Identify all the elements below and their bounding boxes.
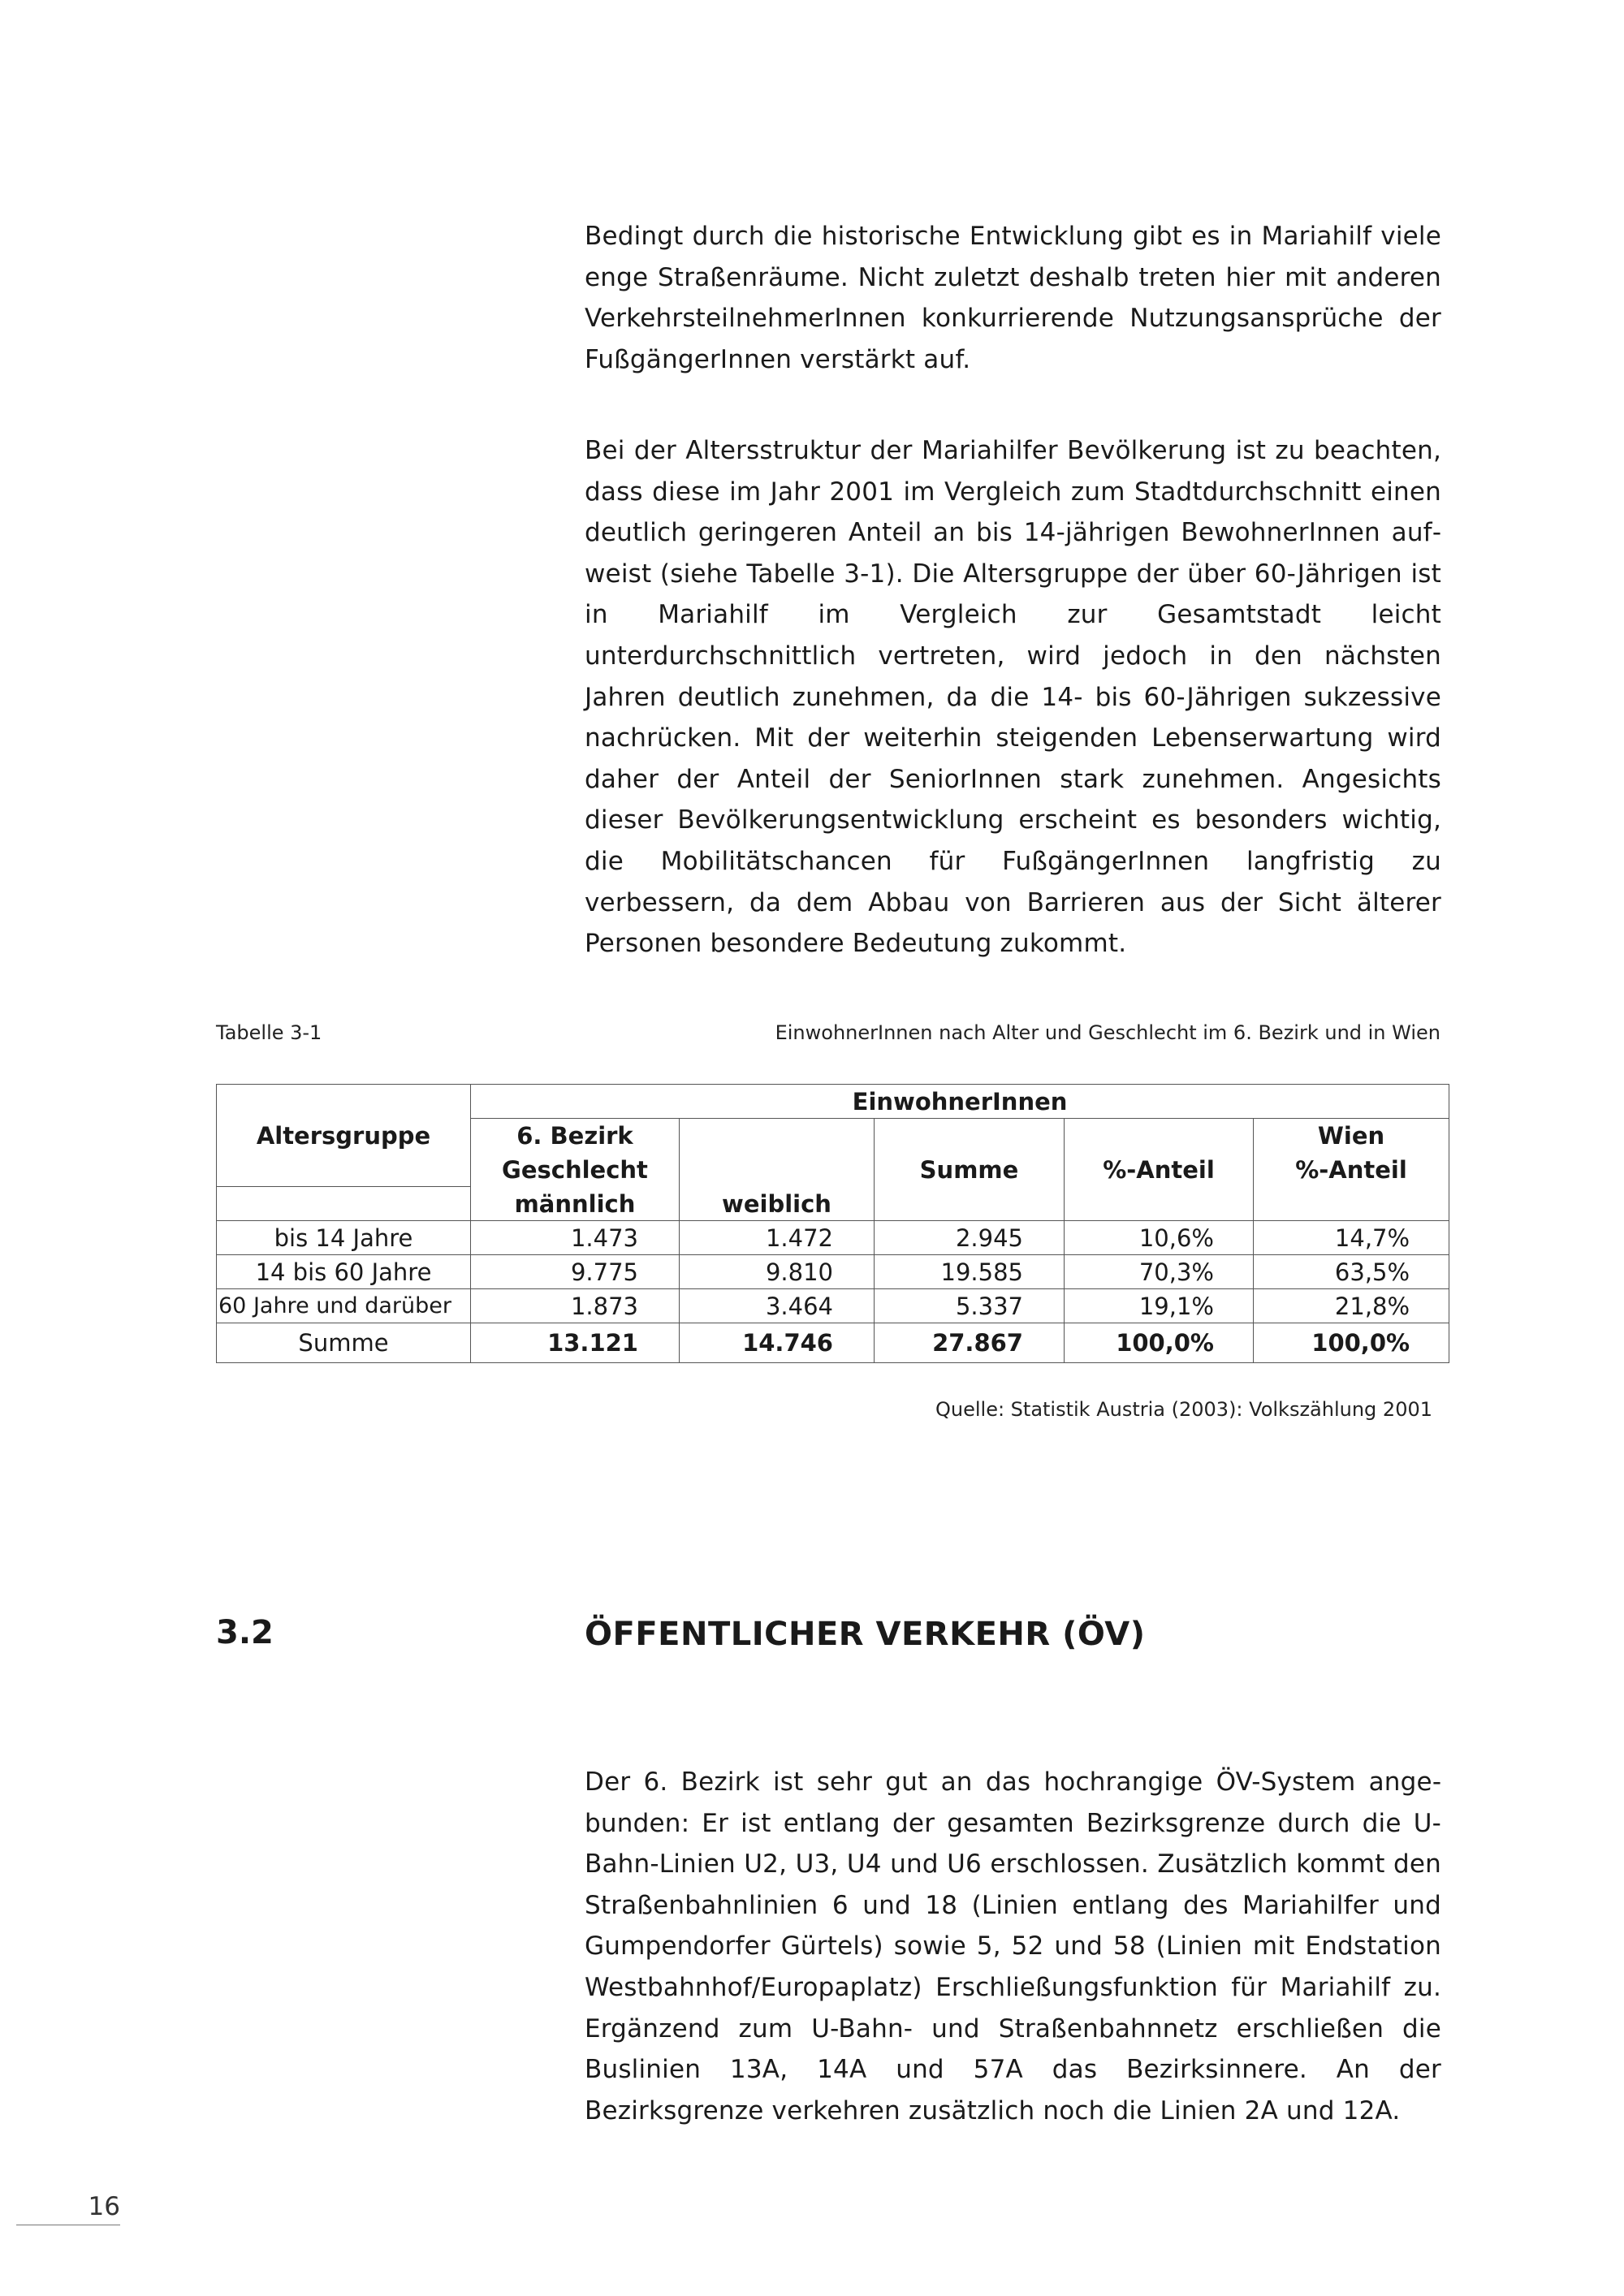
cell-group: 14 bis 60 Jahre [217,1255,471,1289]
table-row [217,1289,1449,1323]
header-empty [217,1187,471,1221]
table-header-row [217,1085,1449,1119]
cell-anteil-bezirk: 19,1% [1065,1289,1254,1323]
header-einwohner: EinwohnerInnen [471,1085,1449,1119]
table-label: Tabelle 3-1 [216,1021,322,1044]
cell-maennlich: 1.873 [471,1289,680,1323]
header-wien: Wien [1254,1119,1449,1153]
header-maennlich: männlich [471,1187,680,1221]
header-empty [680,1119,875,1153]
header-summe: Summe [875,1153,1065,1187]
header-anteil-wien: %-Anteil [1254,1153,1449,1187]
table-row [217,1221,1449,1255]
cell-maennlich: 9.775 [471,1255,680,1289]
cell-total-label: Summe [217,1323,471,1363]
cell-anteil-wien: 21,8% [1254,1289,1449,1323]
header-empty [1065,1187,1254,1221]
cell-group: 60 Jahre und darüber [217,1289,471,1323]
cell-group: bis 14 Jahre [217,1221,471,1255]
header-bezirk: 6. Bezirk [471,1119,680,1153]
cell-weiblich: 3.464 [680,1289,875,1323]
header-geschlecht: Geschlecht [471,1153,680,1187]
cell-total-summe: 27.867 [875,1323,1065,1363]
table-total-row [217,1323,1449,1363]
table-source: Quelle: Statistik Austria (2003): Volkszählung 2001 [935,1398,1432,1421]
cell-weiblich: 1.472 [680,1221,875,1255]
cell-total-anteil-wien: 100,0% [1254,1323,1449,1363]
cell-summe: 2.945 [875,1221,1065,1255]
header-altersgruppe: Altersgruppe [217,1085,471,1187]
table-header-row [217,1187,1449,1221]
page-number: 16 [16,2192,120,2225]
header-weiblich: weiblich [680,1187,875,1221]
cell-maennlich: 1.473 [471,1221,680,1255]
cell-total-anteil-bezirk: 100,0% [1065,1323,1254,1363]
population-table [216,1084,1449,1363]
cell-anteil-bezirk: 10,6% [1065,1221,1254,1255]
header-empty [680,1153,875,1187]
section-number: 3.2 [216,1614,274,1651]
paragraph-street-space: Bedingt durch die historische Entwicklung gibt es in Mariahilf viele enge Straßenräume. Nicht zuletzt deshalb treten hier mit anderen VerkehrsteilnehmerInnen konkurrierende Nutzungsansprüche der FußgängerInnen verstärkt auf. [585,222,1441,374]
cell-weiblich: 9.810 [680,1255,875,1289]
cell-total-weiblich: 14.746 [680,1323,875,1363]
cell-anteil-bezirk: 70,3% [1065,1255,1254,1289]
header-empty [1254,1187,1449,1221]
cell-anteil-wien: 63,5% [1254,1255,1449,1289]
header-empty [875,1119,1065,1153]
section-title: ÖFFENTLICHER VERKEHR (ÖV) [585,1616,1146,1653]
cell-summe: 5.337 [875,1289,1065,1323]
cell-summe: 19.585 [875,1255,1065,1289]
table-row [217,1255,1449,1289]
cell-total-maennlich: 13.121 [471,1323,680,1363]
header-anteil-bezirk: %-Anteil [1065,1153,1254,1187]
header-empty [1065,1119,1254,1153]
table-title: EinwohnerInnen nach Alter und Geschlecht im 6. Bezirk und in Wien [775,1021,1440,1044]
paragraph-public-transport: Der 6. Bezirk ist sehr gut an das hochrangige ÖV-System angebunden: Er ist entlang der gesamten Bezirksgrenze durch die U-Bahn-Linien U2, U3, U4 und U6 erschlossen. Zusätzlich kommt den Straßenbahnlinien 6 und 18 (Linien entlang des Mariahilfer und Gumpendorfer Gürtels) sowie 5, 52 und 58 (Linien mit Endstation Westbahnhof/Europaplatz) Erschließungsfunktion für Mariahilf zu. Ergänzend zum U-Bahn- und Straßenbahnnetz erschließen die Buslinien 13A, 14A und 57A das Bezirksinnere. An der Bezirksgrenze verkehren zusätzlich noch die Linien 2A und 12A. [585,1767,1441,2126]
paragraph-age-structure: Bei der Altersstruktur der Mariahilfer Bevölkerung ist zu beachten, dass diese im Jahr 2001 im Vergleich zum Stadtdurchschnitt einen deutlich geringeren Anteil an bis 14-jährigen BewohnerInnen aufweist (siehe Tabelle 3-1). Die Altersgruppe der über 60-Jährigen ist in Mariahilf im Vergleich zur Gesamtstadt leicht unterdurchschnittlich vertreten, wird jedoch in den nächsten Jahren deutlich zunehmen, da die 14- bis 60-Jährigen sukzessive nachrücken. Mit der weiterhin steigenden Lebenserwartung wird daher der Anteil der SeniorInnen stark zunehmen. Angesichts dieser Bevölkerungsentwicklung erscheint es besonders wichtig, die Mobilitätschancen für FußgängerInnen langfristig zu verbessern, da dem Abbau von Barrieren aus der Sicht älterer Personen besondere Bedeutung zukommt. [585,436,1441,959]
cell-anteil-wien: 14,7% [1254,1221,1449,1255]
header-empty [875,1187,1065,1221]
